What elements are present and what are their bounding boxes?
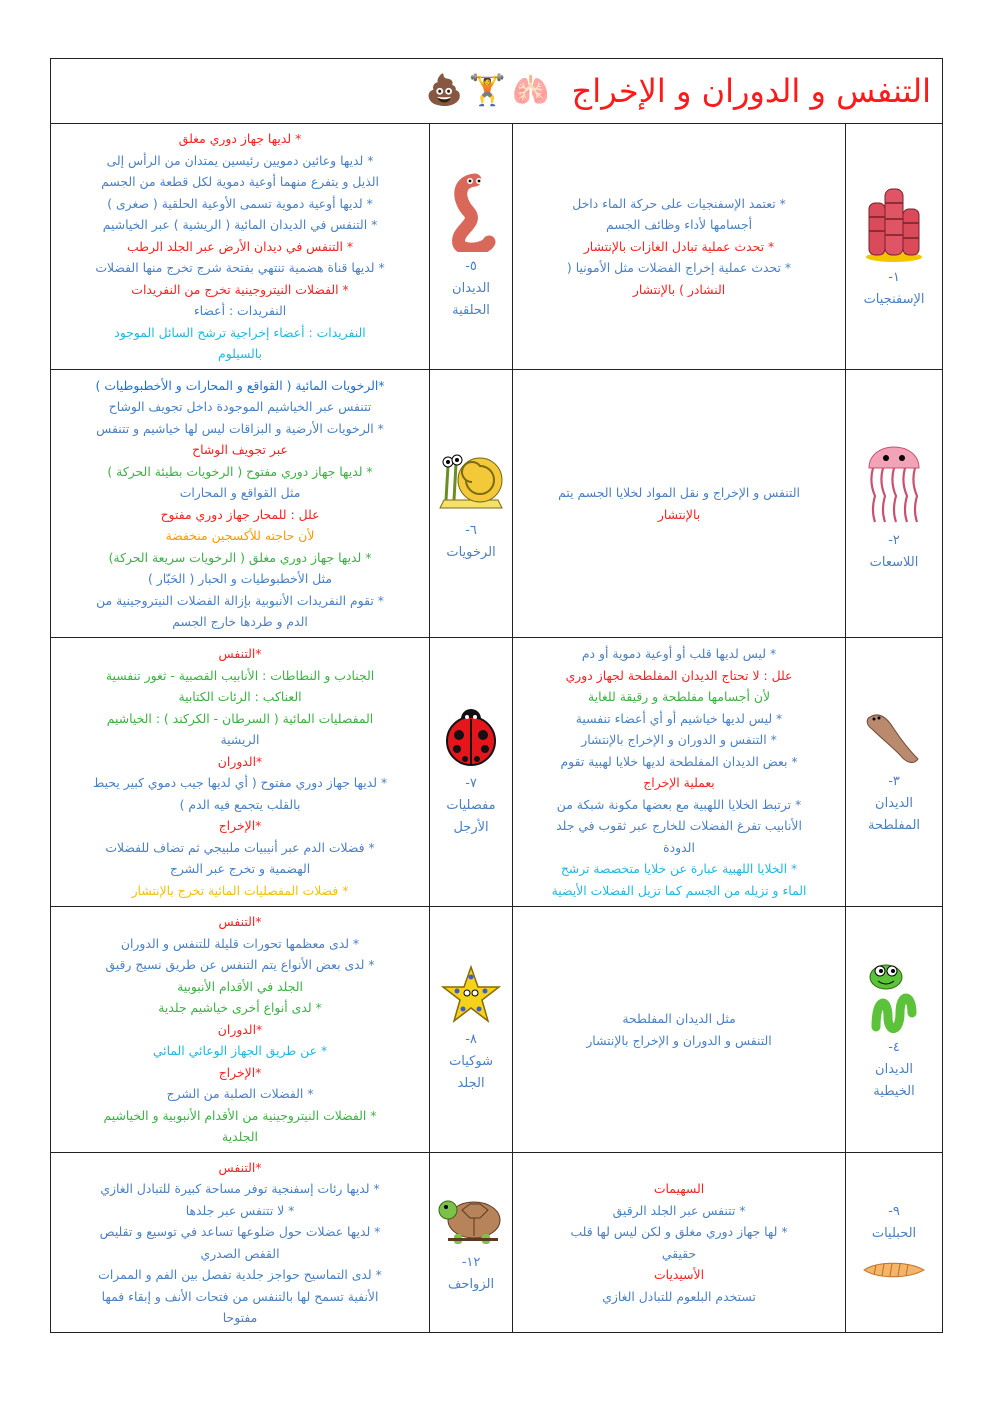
text-line: بالإنتشار: [657, 506, 701, 522]
text-line: التنفس و الإخراج و نقل المواد لخلايا الجسم يتم: [558, 485, 800, 500]
table-row: [51, 370, 943, 638]
text-line: التنفس و الدوران و الإخراج بالإنتشار: [586, 1032, 772, 1048]
text-line: علل : للمحار جهاز دوري مفتوح: [160, 506, 320, 522]
table-row: [51, 124, 943, 370]
text-line: الدم و طردها خارج الجسم: [172, 614, 308, 629]
organism-description: [513, 638, 846, 907]
organism-name: مفصليات: [446, 798, 496, 813]
title-icons: [426, 74, 550, 108]
text-line: الأسيديات: [654, 1267, 705, 1282]
organism-cell: [846, 124, 943, 370]
text-line: * لديها قناة هضمية تنتهي بفتحة شرج تخرج منها الفضلات: [95, 260, 385, 276]
text-line: مفتوحا: [222, 1310, 258, 1325]
organism-name: الديدان: [875, 796, 914, 811]
ladybug-icon: [439, 705, 503, 769]
text-line: لأن حاجته للأكسجين منخفضة: [165, 528, 315, 543]
organism-description: [51, 638, 430, 907]
text-line: تستخدم البلعوم للتبادل الغازي: [602, 1288, 756, 1304]
summary-table: [50, 58, 943, 1333]
organism-name: الإسفنجيات: [863, 291, 925, 307]
text-line: *الدوران: [217, 753, 263, 769]
text-line: *التنفس: [218, 646, 262, 661]
organism-name: الخيطية: [873, 1083, 915, 1099]
text-line: الجلدية: [222, 1129, 258, 1145]
organism-cell: [430, 638, 513, 907]
page-title: التنفس و الدوران و الإخراج: [571, 72, 932, 110]
text-line: الماء و تزيله من الجسم كما تزيل الفضلات الأيضية: [551, 882, 807, 898]
poop-icon: 💩: [425, 73, 463, 108]
organism-description: [51, 124, 430, 370]
organism-number: ٨-: [465, 1031, 477, 1047]
organism-number: ٩-: [888, 1203, 900, 1219]
text-line: النفريدات : أعضاء: [193, 303, 287, 319]
text-line: * التنفس و الدوران و الإخراج بالإنتشار: [581, 732, 777, 747]
flatworm-icon: [864, 707, 924, 767]
text-line: النشادر ) بالإنتشار: [632, 281, 726, 297]
text-line: * فضلات الدم عبر أنيبيات ملبيجي ثم تضاف للفضلات: [105, 839, 375, 855]
organism-name: الديدان: [452, 280, 491, 296]
jellyfish-icon: [863, 434, 925, 526]
text-line: بالقلب يتجمع فيه الدم ): [179, 796, 301, 812]
sponge-icon: [863, 183, 925, 263]
text-line: العناكب : الرئات الكتابية: [178, 689, 302, 704]
organism-number: ١-: [888, 269, 900, 285]
heart-weights-icon: 🏋️: [468, 73, 507, 108]
text-line: القفص الصدري: [200, 1245, 280, 1261]
text-line: * لدى بعض الأنواع يتم التنفس عن طريق نسيج رقيق: [105, 957, 375, 973]
organism-number: ٦-: [465, 522, 477, 538]
organism-name: الحلقية: [452, 302, 490, 318]
text-line: لأن أجسامها مفلطحة و رقيقة للغاية: [588, 689, 771, 704]
text-line: * التنفس في ديدان الأرض عبر الجلد الرطب: [126, 238, 354, 254]
organism-cell: [430, 1153, 513, 1333]
text-line: الدودة: [663, 839, 695, 855]
text-line: * لديها جهاز دوري مغلق ( الرخويات سريعة الحركة): [108, 549, 372, 565]
text-line: * تتنفس عبر الجلد الرقيق: [612, 1202, 746, 1218]
text-line: * الفضلات الصلبة من الشرج: [166, 1086, 314, 1102]
text-line: * الرخويات الأرضية و البزاقات ليس لها خياشيم و تتنفس: [96, 420, 384, 436]
text-line: * التنفس في الديدان المائية ( الريشية ) عبر الخياشيم: [102, 217, 378, 233]
text-line: الأنابيب تفرغ الفضلات للخارج عبر ثقوب في جلد: [556, 818, 802, 833]
organism-name: الحبليات: [871, 1225, 917, 1241]
table-row: [51, 907, 943, 1153]
organism-number: ٤-: [888, 1039, 900, 1055]
text-line: * لدى أنواع أخرى خياشيم جلدية: [158, 1000, 322, 1016]
organism-cell: [430, 370, 513, 638]
text-line: بالسيلوم: [218, 346, 262, 362]
organism-description: [513, 1153, 846, 1333]
organism-description: [513, 124, 846, 370]
text-line: * لديها جهاز دوري مغلق: [178, 131, 302, 147]
organism-name: شوكيات: [449, 1053, 493, 1069]
text-line: علل : لا تحتاج الديدان المفلطحة لجهاز دوري: [565, 667, 793, 683]
text-line: * لديها وعائين دمويين رئيسين يمتدان من الرأس إلى: [106, 152, 374, 168]
text-line: * ترتبط الخلايا اللهبية مع بعضها مكونة شبكة من: [556, 796, 802, 812]
organism-name: اللاسعات: [869, 554, 919, 570]
text-line: حقيقي: [661, 1245, 697, 1261]
text-line: النفريدات : أعضاء إخراجية ترشح السائل الموجود: [114, 324, 366, 340]
organism-cell: [430, 907, 513, 1153]
organism-number: ٥-: [465, 258, 477, 274]
text-line: الذيل و يتفرع منهما أوعية دموية لكل قطعة من الجسم: [101, 174, 379, 190]
organism-cell: [430, 124, 513, 370]
text-line: * الفضلات النيتروجينية تخرج من النفريدات: [131, 281, 349, 297]
text-line: *التنفس: [218, 1159, 262, 1175]
text-line: المفصليات المائية ( السرطان - الكركند ) : الخياشيم: [106, 710, 374, 726]
text-line: *الإخراج: [218, 1064, 262, 1080]
organism-name: الجلد: [457, 1075, 485, 1091]
organism-cell: [846, 907, 943, 1153]
text-line: الجلد في الأقدام الأنبوبية: [177, 978, 303, 994]
text-line: * ليس لديها قلب أو أوعية دموية أو دم: [581, 646, 777, 661]
text-line: * الخلايا اللهبية عبارة عن خلايا متخصصة ترشح: [560, 861, 798, 876]
text-line: * تحدث عملية تبادل الغازات بالإنتشار: [583, 238, 775, 254]
table-row: [51, 638, 943, 907]
organism-number: ١٢-: [461, 1254, 481, 1270]
organism-name: الرخويات: [446, 544, 496, 560]
organism-cell: [846, 638, 943, 907]
text-line: * لها جهاز دوري مغلق و لكن ليس لها قلب: [570, 1224, 788, 1239]
text-line: * لدى معظمها تحورات قليلة للتنفس و الدوران: [120, 935, 360, 951]
text-line: * لديها أوعية دموية تسمى الأوعية الحلقية ( صغرى ): [107, 195, 373, 211]
organism-number: ٧-: [465, 776, 477, 791]
organism-description: [513, 907, 846, 1153]
text-line: * لديها عضلات حول ضلوعها تساعد في توسيع و تقليص: [99, 1224, 381, 1239]
text-line: *الدوران: [217, 1021, 263, 1037]
organism-cell: [846, 1153, 943, 1333]
title-row: [51, 59, 943, 124]
lungs-icon: 🫁: [512, 73, 550, 108]
text-line: بعملية الإخراج: [643, 775, 715, 790]
text-line: * ليس لديها خياشيم أو أي أعضاء تنفسية: [575, 710, 783, 726]
organism-description: [51, 907, 430, 1153]
organism-cell: [846, 370, 943, 638]
text-line: * لديها رئات إسفنجية توفر مساحة كبيرة للتبادل الغازي: [100, 1181, 380, 1196]
organism-description: [513, 370, 846, 638]
text-line: * الفضلات النيتروجينية من الأقدام الأنبوبية و الخياشيم: [103, 1107, 377, 1123]
text-line: الريشية: [220, 732, 260, 747]
text-line: * تقوم النفريدات الأنبوبية بإزالة الفضلات النيتروجينية من: [96, 592, 384, 608]
text-line: * لا تتنفس عبر جلدها: [185, 1202, 295, 1218]
organism-name: الأرجل: [453, 820, 489, 835]
organism-name: الزواحف: [447, 1276, 495, 1292]
text-line: مثل الديدان المفلطحة: [622, 1011, 736, 1026]
lancelet-icon: [862, 1259, 926, 1281]
organism-description: [51, 1153, 430, 1333]
segmented-worm-icon: [445, 172, 497, 252]
text-line: * عن طريق الجهاز الوعائي المائي: [152, 1043, 328, 1059]
turtle-icon: [436, 1190, 506, 1248]
text-line: * لدى التماسيح حواجز جلدية تفصل بين الفم و الممرات: [98, 1267, 382, 1282]
organism-description: [51, 370, 430, 638]
organism-number: ٢-: [888, 532, 900, 548]
organism-name: المفلطحة: [868, 818, 921, 833]
text-line: السهيمات: [653, 1181, 705, 1196]
text-line: عبر تجويف الوشاح: [192, 442, 288, 457]
text-line: * فضلات المفصليات المائية تخرج بالإنتشار: [131, 882, 349, 898]
snail-icon: [436, 444, 506, 516]
text-line: تتنفس عبر الخياشيم الموجودة داخل تجويف الوشاح: [108, 399, 372, 414]
text-line: مثل الأخطبوطيات و الحبار ( الحَبّار ): [148, 571, 332, 586]
text-line: * تحدث عملية إخراج الفضلات مثل الأمونيا (: [566, 260, 792, 276]
text-line: مثل القواقع و المحارات: [179, 485, 301, 500]
text-line: * لديها جهاز دوري مفتوح ( الرخويات بطيئة الحركة ): [107, 463, 373, 479]
starfish-icon: [441, 965, 501, 1025]
text-line: * لديها جهاز دوري مفتوح ( أي لديها جيب دموي كبير يحيط: [92, 775, 388, 790]
organism-name: الديدان: [875, 1061, 914, 1077]
text-line: * تعتمد الإسفنجيات على حركة الماء داخل: [572, 195, 786, 211]
text-line: الأنفية تسمح لها بالتنفس من فتحات الأنف و إبقاء فمها: [101, 1288, 379, 1304]
text-line: الجنادب و النطاطات : الأنابيب القصبية - ثغور تنفسية: [105, 667, 375, 683]
organism-number: ٣-: [888, 774, 900, 789]
text-line: *الرخويات المائية ( القواقع و المحارات و الأخطبوطيات ): [95, 377, 385, 393]
table-row: [51, 1153, 943, 1333]
text-line: *التنفس: [218, 914, 262, 930]
text-line: أجسامها لأداء وظائف الجسم: [605, 217, 753, 233]
text-line: *الإخراج: [218, 818, 262, 833]
text-line: * بعض الديدان المفلطحة لديها خلايا لهبية تقوم: [560, 753, 798, 769]
text-line: الهضمية و تخرج عبر الشرج: [169, 861, 311, 876]
roundworm-icon: [866, 957, 922, 1033]
